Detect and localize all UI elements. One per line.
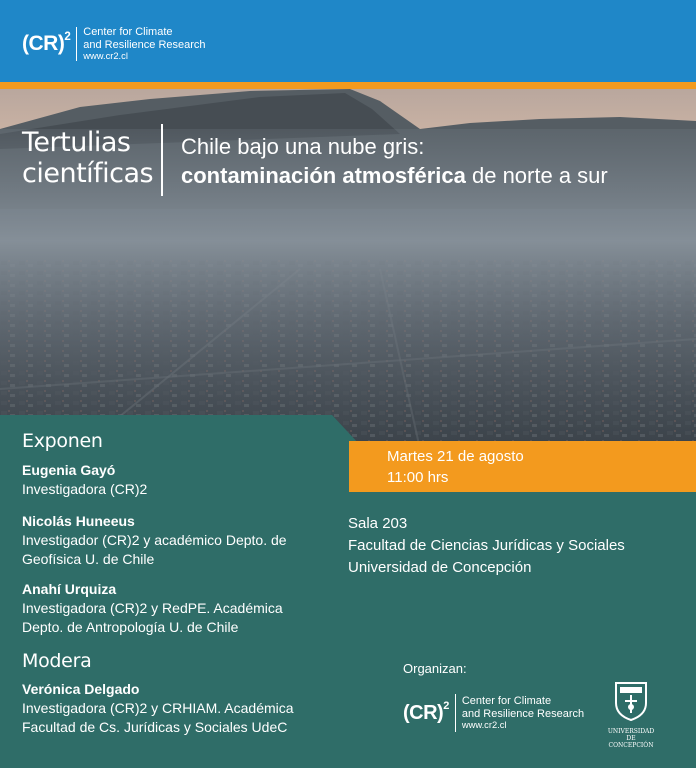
logo-line-1: Center for Climate (83, 26, 173, 38)
udec-logo[interactable] (604, 681, 658, 749)
header-stripe (0, 82, 696, 89)
date-box (349, 441, 696, 492)
venue-university: Universidad de Concepción (348, 559, 532, 576)
moderator-role: Investigadora (CR)2 y CRHIAM. Académica (22, 700, 294, 716)
speaker-role: Investigadora (CR)2 (22, 481, 148, 497)
speaker-3 (22, 580, 322, 637)
udec-name (604, 728, 658, 749)
cr2-logo-text (462, 695, 584, 731)
logo-line-2: and Resilience Research (461, 707, 585, 720)
header-bar (0, 0, 696, 82)
talk-title-line-1: Chile bajo una nube gris: (181, 134, 425, 159)
speaker-1 (22, 461, 322, 499)
moderator-heading: Modera (22, 650, 92, 672)
cr2-logo-bottom[interactable] (403, 694, 584, 732)
talk-title-line-2 (181, 161, 608, 190)
speakers-heading: Exponen (22, 430, 103, 452)
speaker-role: Geofísica U. de Chile (22, 551, 155, 567)
moderator-role: Facultad de Cs. Jurídicas y Sociales UdeC (22, 719, 288, 735)
speaker-name: Anahí Urquiza (22, 581, 117, 597)
speaker-role: Investigadora (CR)2 y RedPE. Académica (22, 600, 283, 616)
logo-url: www.cr2.cl (461, 720, 507, 731)
cr2-logo-text (83, 26, 205, 62)
venue-room: Sala 203 (348, 515, 408, 532)
speaker-name: Eugenia Gayó (22, 462, 116, 478)
talk-title-bold: contaminación atmosférica (181, 163, 466, 188)
moderator (22, 680, 322, 737)
logo-line-2: and Resilience Research (83, 38, 206, 51)
series-title (22, 127, 153, 189)
logo-line-1: Center for Climate (461, 694, 552, 707)
series-title-line-2: científicas (22, 158, 154, 189)
talk-title-rest: de norte a sur (465, 163, 608, 188)
cr2-logo-mark: (CR)$^2$ (403, 699, 449, 724)
speaker-role: Depto. de Antropología U. de Chile (22, 619, 239, 635)
venue-faculty: Facultad de Ciencias Jurídicas y Sociales (348, 537, 625, 554)
moderator-name: Verónica Delgado (22, 681, 140, 697)
venue (348, 513, 625, 579)
udec-name-line-2: DE CONCEPCIÓN (608, 735, 654, 749)
event-time: 11:00 hrs (387, 469, 449, 486)
speaker-role: Investigador (CR)2 y académico Depto. de (22, 532, 287, 548)
udec-name-line-1: UNIVERSIDAD (607, 728, 655, 735)
speaker-name: Nicolás Huneeus (22, 513, 135, 529)
talk-title (181, 132, 608, 190)
speaker-2 (22, 512, 322, 569)
logo-url: www.cr2.cl (83, 51, 128, 62)
title-divider (161, 124, 163, 196)
logo-divider (76, 27, 77, 61)
cr2-logo-mark: (CR)$^2$ (22, 30, 71, 55)
event-date: Martes 21 de agosto (387, 448, 524, 465)
organizers-label: Organizan: (403, 661, 467, 676)
udec-shield-icon (614, 681, 648, 721)
cr2-logo[interactable] (22, 26, 206, 62)
logo-divider (455, 694, 456, 732)
series-title-line-1: Tertulias (22, 127, 131, 158)
